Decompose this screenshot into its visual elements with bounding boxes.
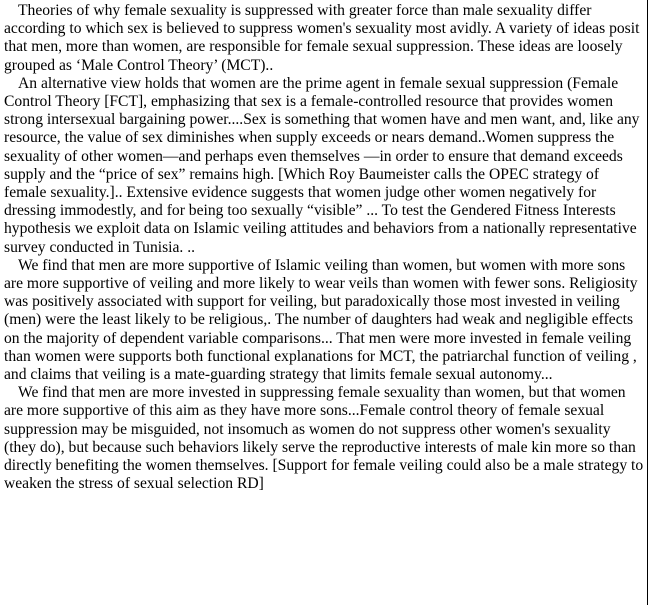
paragraph-2: An alternative view holds that women are the prime agent in female sexual suppression (Female Control Theory [FCT], emphasizing that sex is a female-controlled resource that provides women strong intersexual bargaining power....Sex is something that women have and men want, and, like any resource, the value of sex diminishes when supply exceeds or nears demand..Women suppress the sexuality of other women—and perhaps even themselves —in order to ensure that demand exceeds supply and the “price of sex” remains high. [Which Roy Baumeister calls the OPEC strategy of female sexuality.].. Extensive evidence suggests that women judge other women negatively for dressing immodestly, and for being too sexually “visible” ... To test the Gendered Fitness Interests hypothesis we exploit data on Islamic veiling attitudes and behaviors from a nationally representative survey conducted in Tunisia. .. (4, 74, 640, 256)
paragraph-1: Theories of why female sexuality is suppressed with greater force than male sexuality differ according to which sex is believed to suppress women's sexuality most avidly. A variety of ideas posit that men, more than women, are responsible for female sexual suppression. These ideas are loosely grouped as ‘Male Control Theory’ (MCT).. (4, 2, 640, 74)
paragraph-3: We find that men are more supportive of Islamic veiling than women, but women with more sons are more supportive of veiling and more likely to wear veils than women with fewer sons. Religiosity was positively associated with support for veiling, but paradoxically those most invested in veiling (men) were the least likely to be religious,. The number of daughters had weak and negligible effects on the majority of dependent variable comparisons... That men were more invested in female veiling than women were supports both functional explanations for MCT, the patriarchal function of veiling , and claims that veiling is a mate-guarding strategy that limits female sexual autonomy... (4, 256, 638, 384)
paragraph-4: We find that men are more invested in suppressing female sexuality than women, but that women are more supportive of this aim as they have more sons...Female control theory of female sexual suppression may be misguided, not insomuch as women do not suppress other women's sexuality (they do), but because such behaviors likely serve the reproductive interests of male kin more so than directly benefiting the women themselves. [Support for female veiling could also be a male strategy to weaken the stress of sexual selection RD] (4, 384, 644, 493)
page-edge-divider (647, 0, 648, 605)
